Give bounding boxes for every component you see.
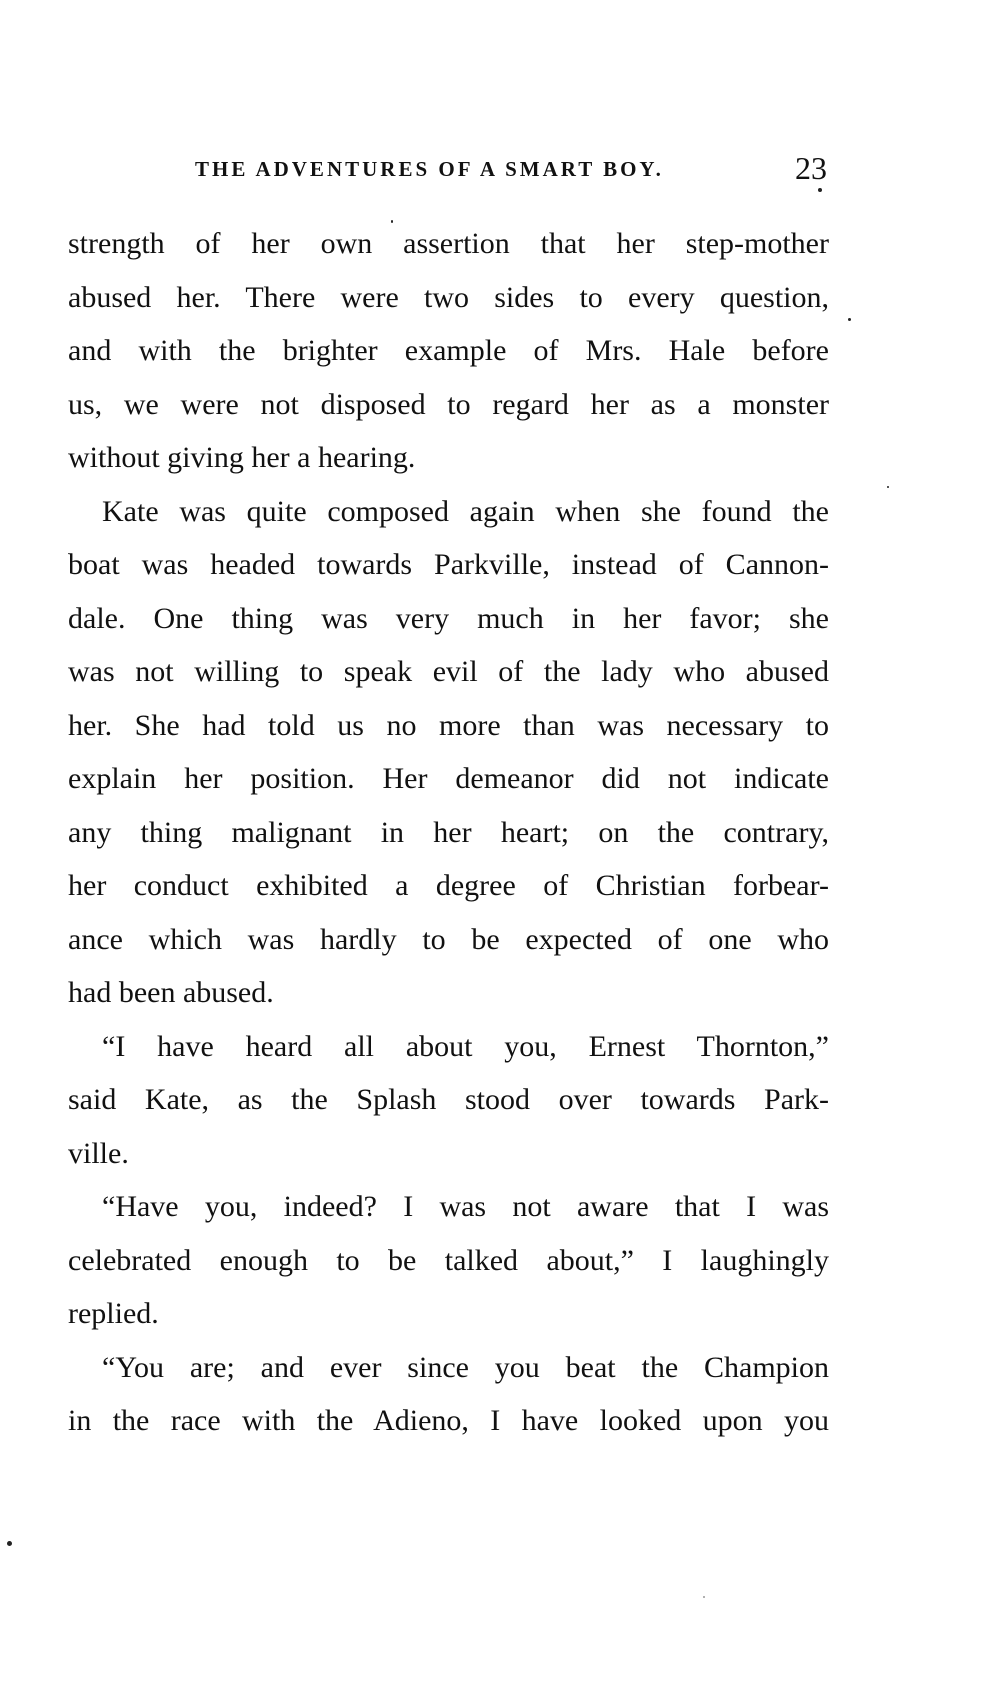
text-line: had been abused. (68, 976, 274, 1009)
page-number: 23 (795, 150, 827, 186)
text-line: any thing malignant in her heart; on the contrary, (68, 815, 829, 849)
scan-speck (887, 486, 889, 488)
text-line: was not willing to speak evil of the lady who abused (68, 655, 829, 688)
text-line: and with the brighter example of Mrs. Hale before (68, 334, 829, 367)
text-line: ville. (68, 1136, 129, 1170)
text-line: dale. One thing was very much in her favor; she (68, 601, 829, 635)
scan-speck (7, 1541, 12, 1546)
text-line: Kate was quite composed again when she found the (102, 494, 829, 528)
running-head: THE ADVENTURES OF A SMART BOY. (195, 157, 664, 181)
text-line: abused her. There were two sides to every question, (68, 280, 829, 314)
text-line: us, we were not disposed to regard her as a monster (68, 387, 829, 421)
text-line: strength of her own assertion that her step-mother (68, 227, 829, 260)
scan-speck (848, 318, 851, 321)
text-line: boat was headed towards Parkville, instead of Cannon- (68, 548, 829, 581)
text-line: her. She had told us no more than was necessary to (68, 708, 829, 742)
text-line: without giving her a hearing. (68, 441, 416, 474)
text-line: ance which was hardly to be expected of one who (68, 922, 829, 956)
scan-speck (703, 1596, 705, 1598)
scan-speck (391, 220, 393, 223)
text-line: her conduct exhibited a degree of Christian forbear- (68, 869, 829, 902)
text-line: in the race with the Adieno, I have looked upon you (68, 1404, 829, 1437)
text-line: explain her position. Her demeanor did not indicate (68, 762, 829, 795)
text-line: “You are; and ever since you beat the Champion (102, 1350, 829, 1384)
text-line: “Have you, indeed? I was not aware that I was (102, 1190, 829, 1223)
text-line: celebrated enough to be talked about,” I laughingly (68, 1243, 829, 1277)
text-line: said Kate, as the Splash stood over towards Park- (68, 1083, 829, 1116)
text-line: replied. (68, 1297, 159, 1330)
text-line: “I have heard all about you, Ernest Thornton,” (102, 1029, 829, 1063)
scan-speck (818, 188, 822, 192)
body-text (68, 217, 829, 1448)
